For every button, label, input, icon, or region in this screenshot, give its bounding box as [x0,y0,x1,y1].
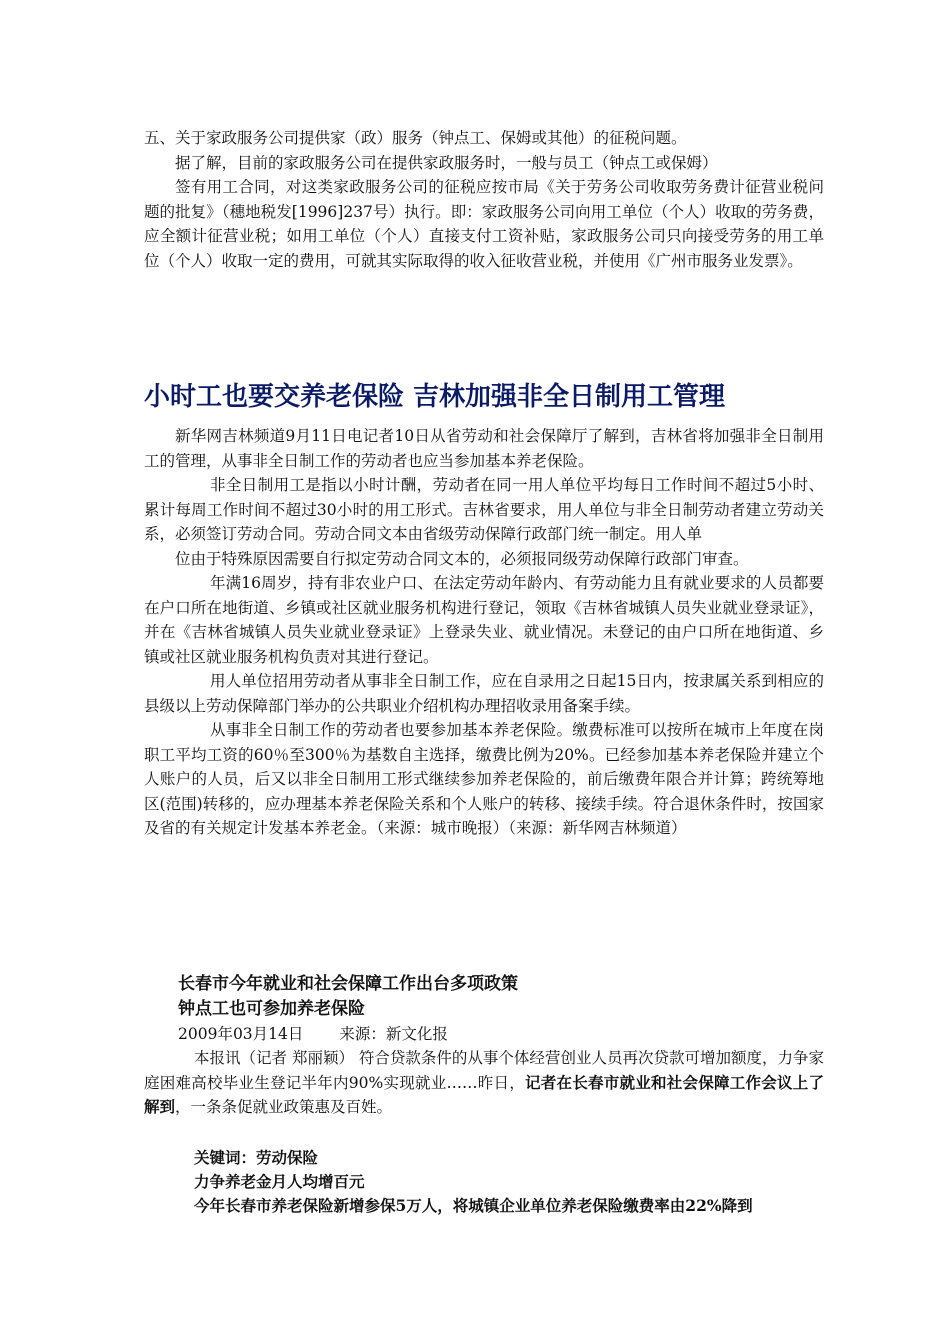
article-title-line2: 钟点工也可参加养老保险 [178,999,365,1019]
paragraph: 新华网吉林频道9月11日电记者10日从省劳动和社会保障厅了解到，吉林省将加强非全日制用工的管理，从事非全日制工作的劳动者也应当参加基本养老保险。 [144,427,824,470]
last-line: 今年长春市养老保险新增参保5万人，将城镇企业单位养老保险缴费率由22%降到 [194,1196,753,1215]
paragraph: 据了解，目前的家政服务公司在提供家政服务时，一般与员工（钟点工或保姆） [175,153,718,172]
paragraph: 位由于特殊原因需要自行拟定劳动合同文本的，必须报同级劳动保障行政部门审查。 [175,549,749,568]
article-jilin-body [144,424,824,841]
paragraph: 非全日制用工是指以小时计酬，劳动者在同一用人单位平均每日工作时间不超过5小时、累计每周工作时间不超过30小时的用工形式。吉林省要求，用人单位与非全日制劳动者建立劳动关系，必须签订劳动合同。劳动合同文本由省级劳动保障行政部门统一制定。用人单 [144,476,824,543]
lead-tail: ，一条条促就业政策惠及百姓。 [175,1098,393,1116]
article-changchun-lead [144,1046,824,1120]
keywords: 关键词：劳动保险 [194,1148,319,1167]
lead-text: 本报讯（记者 郑丽颖） 符合贷款条件的从事个体经营创业人员再次贷款可增加额度，力争家庭困难高校毕业生登记半年内90%实现就业……昨日， [144,1049,824,1092]
article-source: 来源：新文化报 [339,1025,448,1043]
subheading: 力争养老金月人均增百元 [194,1172,365,1191]
article-title-line1: 长春市今年就业和社会保障工作出台多项政策 [178,974,518,994]
article-title: 小时工也要交养老保险 吉林加强非全日制用工管理 [144,382,726,412]
article-changchun-keywords [194,1146,824,1218]
paragraph: 从事非全日制工作的劳动者也要参加基本养老保险。缴费标准可以按所在城市上年度在岗职工平均工资的60％至300％为基数自主选择，缴费比例为20%。已经参加基本养老保险并建立个人账户的人员，后又以非全日制用工形式继续参加养老保险的，前后缴费年限合并计算；跨统筹地区(范围)转移的，应办理基本养老保险关系和个人账户的转移、接续手续。符合退休条件时，按国家及省的有关规定计发基本养老金。（来源：城市晚报）（来源：新华网吉林频道） [144,721,824,837]
paragraph: 年满16周岁，持有非农业户口、在法定劳动年龄内、有劳动能力且有就业要求的人员都要在户口所在地街道、乡镇或社区就业服务机构进行登记，领取《吉林省城镇人员失业就业登录证》，并在《吉林省城镇人员失业就业登录证》上登录失业、就业情况。未登记的由户口所在地街道、乡镇或社区就业服务机构负责对其进行登记。 [144,574,824,666]
section-tax-housekeeping [144,126,824,273]
article-jilin [144,380,834,414]
paragraph: 用人单位招用劳动者从事非全日制工作，应在自录用之日起15日内，按隶属关系到相应的县级以上劳动保障部门举办的公共职业介绍机构办理招收录用备案手续。 [144,672,824,715]
section-heading: 五、关于家政服务公司提供家（政）服务（钟点工、保姆或其他）的征税问题。 [144,129,687,147]
article-changchun-header [178,972,818,1046]
paragraph: 签有用工合同，对这类家政服务公司的征税应按市局《关于劳务公司收取劳务费计征营业税问题的批复》（穗地税发[1996]237号）执行。即：家政服务公司向用工单位（个人）收取的劳务费，应全额计征营业税；如用工单位（个人）直接支付工资补贴，家政服务公司只向接受劳务的用工单位（个人）收取一定的费用，可就其实际取得的收入征收营业税，并使用《广州市服务业发票》。 [144,178,824,270]
article-date: 2009年03月14日 [178,1025,304,1043]
article-meta [178,1022,818,1046]
lead-emphasis: 记者在长春市就业和社会保障工作会议上了解到 [144,1072,824,1116]
lead-paragraph [144,1046,824,1120]
